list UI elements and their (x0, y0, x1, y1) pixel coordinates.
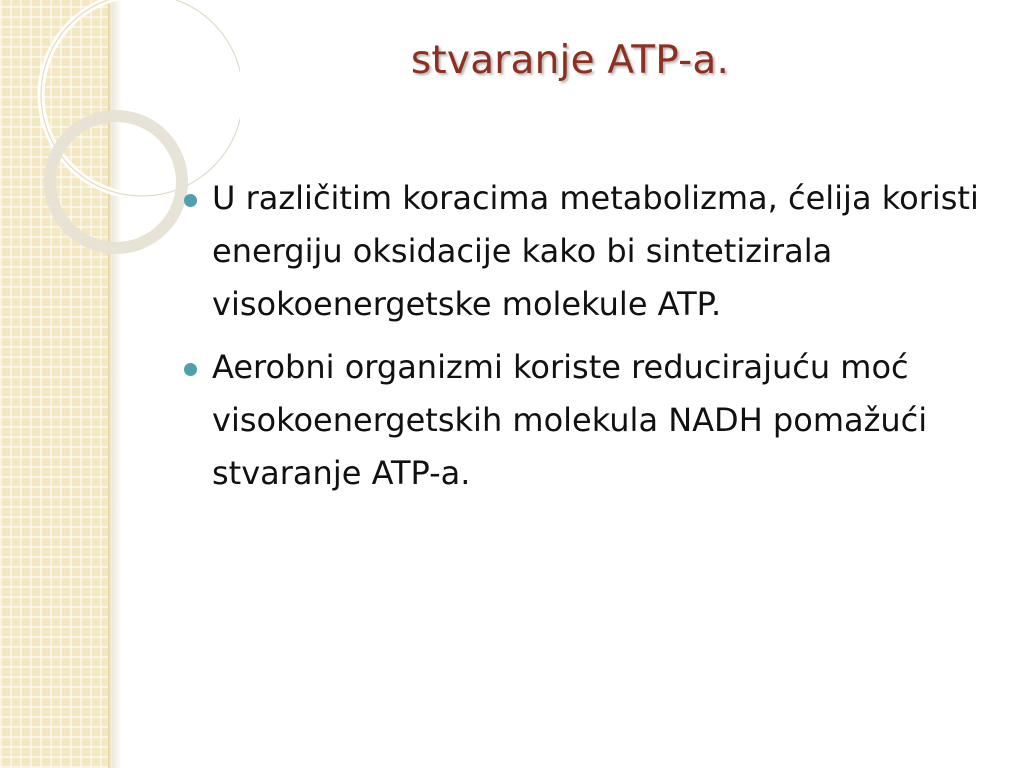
decorative-circle-small (50, 116, 182, 248)
bullet-text: Aerobni organizmi koriste reducirajuću moć visokoenergetskih molekula NADH pomažući stvaranje ATP-a. (212, 348, 928, 492)
bullet-icon (184, 194, 197, 207)
slide-title: stvaranje ATP-a. (410, 38, 730, 83)
bullet-text: U različitim koracima metabolizma, ćelija koristi energiju oksidacije kako bi sintetizirala visokoenergetske molekule ATP. (212, 179, 979, 323)
bullet-item (184, 172, 984, 331)
bullet-icon (184, 363, 197, 376)
bullet-list (184, 172, 984, 510)
bullet-item (184, 341, 984, 500)
